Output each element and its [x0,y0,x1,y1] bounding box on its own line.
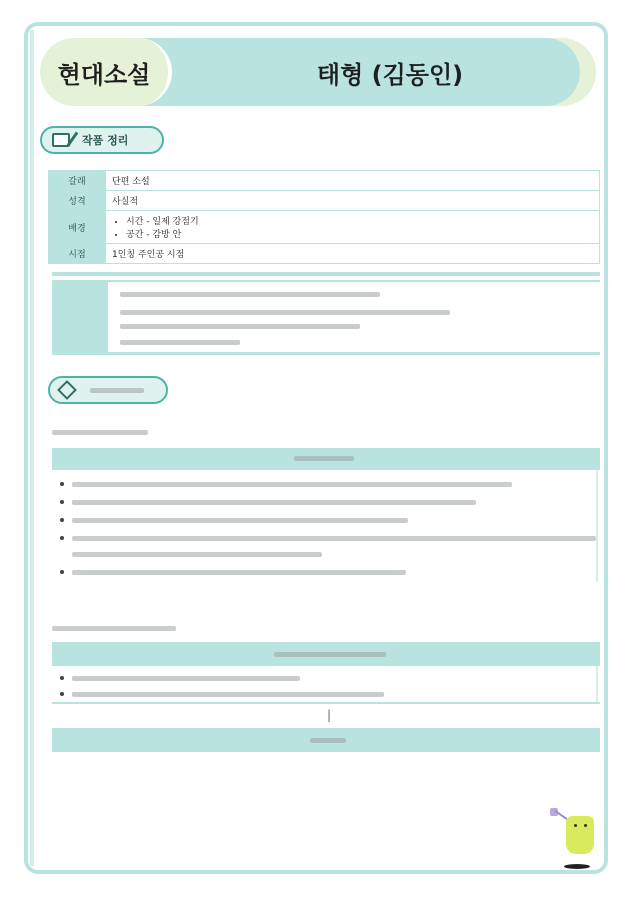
bullet [60,500,64,504]
blurred-text [294,456,354,461]
row-value: 단편 소설 [106,171,600,191]
row-value: 1인칭 주인공 시점 [106,244,600,264]
section-badge-summary [40,126,164,154]
mascot-body [566,816,594,854]
divider-mark: | [326,708,332,722]
blurred-key-cell [52,280,108,354]
bullet [60,518,64,522]
table-row [49,211,600,244]
table-row [49,191,600,211]
row-key: 시점 [49,244,106,264]
row-key: 성격 [49,191,106,211]
box-bottom-rule [52,702,600,704]
mascot-eye [584,824,587,827]
list-item: • 시간 - 일제 강점기 [126,214,593,227]
blurred-text [72,692,384,697]
bullet [60,570,64,574]
blurred-text [120,310,450,315]
blurred-text [72,500,476,505]
row-key: 배경 [49,211,106,244]
blurred-text [310,738,346,743]
row-key: 갈래 [49,171,106,191]
blurred-rule [108,280,600,282]
header [40,38,596,106]
table-row [49,171,600,191]
blurred-text [52,430,148,435]
blurred-rule [52,272,600,276]
blurred-text [120,324,360,329]
row-value [106,211,600,244]
blurred-text [72,570,406,575]
blurred-text [52,626,176,631]
mascot-eye [574,824,577,827]
blurred-text [120,340,240,345]
notepad-pencil-icon [52,133,70,147]
frame-left-rule [30,30,34,866]
bullet [60,536,64,540]
section-badge-analysis [48,376,168,404]
mascot-shadow [564,864,590,869]
bullet [60,692,64,696]
blurred-text [72,676,300,681]
diamond-arrow-icon [57,380,77,400]
blurred-text [72,552,322,557]
list-item: • 공간 - 감방 안 [126,227,593,240]
page-title: 태형 (김동인) [316,60,464,89]
bullet [60,482,64,486]
blurred-text [72,482,512,487]
blurred-text [274,652,386,657]
info-table [48,170,600,264]
mascot-illustration [548,808,600,872]
bullet [60,676,64,680]
box-side-rule [596,470,598,582]
blurred-text [72,536,596,541]
blurred-text [120,292,380,297]
section-badge-label: 작품 정리 [82,134,129,147]
box-side-rule [596,666,598,702]
table-row [49,244,600,264]
category-label: 현대소설 [40,38,172,106]
row-value: 사실적 [106,191,600,211]
blurred-text [90,388,144,393]
blurred-text [72,518,408,523]
blurred-rule [52,352,600,355]
